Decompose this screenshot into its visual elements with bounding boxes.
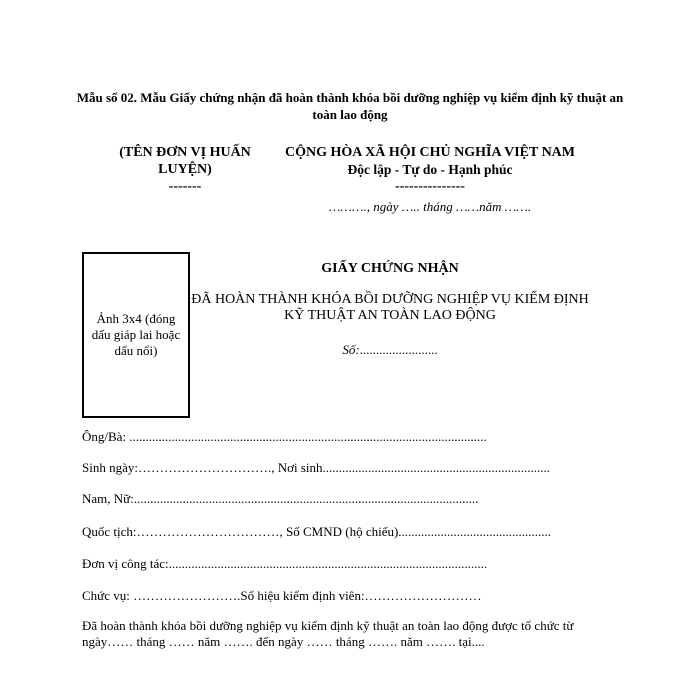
completion-paragraph: Đã hoàn thành khóa bồi dưỡng nghiệp vụ kiểm định kỹ thuật an toàn lao động được tổ chức từ ngày…… tháng …… năm ……. đến ngày …… tháng ……. năm ……. tại.... <box>82 618 574 649</box>
date-line: ………., ngày ….. tháng ……năm ……. <box>328 199 532 214</box>
photo-placeholder <box>82 252 190 418</box>
org-name: (TÊN ĐƠN VỊ HUẤN LUYỆN) <box>119 145 251 177</box>
work-unit-field: Đơn vị công tác:.................................................................................................. <box>82 556 488 571</box>
gender-field: Nam, Nữ:.......................................................................................................... <box>82 491 479 506</box>
national-motto: Độc lập - Tự do - Hạnh phúc <box>347 162 513 177</box>
certificate-subtitle: ĐÃ HOÀN THÀNH KHÓA BỒI DƯỠNG NGHIỆP VỤ KIỂM ĐỊNH KỸ THUẬT AN TOÀN LAO ĐỘNG <box>191 292 589 323</box>
photo-label: Ảnh 3x4 (đóng dấu giáp lai hoặc dấu nổi) <box>91 311 181 358</box>
org-header <box>95 144 275 195</box>
form-title: Mẫu số 02. Mẫu Giấy chứng nhận đã hoàn thành khóa bồi dưỡng nghiệp vụ kiểm định kỹ thuật an toàn lao động <box>76 90 624 122</box>
name-field: Ông/Bà: .............................................................................................................. <box>82 429 487 444</box>
country-name: CỘNG HÒA XÃ HỘI CHỦ NGHĨA VIỆT NAM <box>284 145 575 160</box>
certificate-number-dots: ........................ <box>359 342 438 357</box>
motto-rule: --------------- <box>395 179 465 194</box>
org-rule: ------- <box>168 179 202 194</box>
nationality-field: Quốc tịch:……………………………, Số CMND (hộ chiếu)............................................... <box>82 524 552 539</box>
certificate-number <box>190 342 590 358</box>
national-header <box>270 144 590 195</box>
birth-field: Sinh ngày:…………………………., Nơi sinh...................................................................... <box>82 460 551 475</box>
certificate-number-label: Số: <box>342 342 360 357</box>
certificate-title: GIẤY CHỨNG NHẬN <box>321 261 459 276</box>
position-field: Chức vụ: …………………….Số hiệu kiểm định viên:……………………… <box>82 588 482 603</box>
